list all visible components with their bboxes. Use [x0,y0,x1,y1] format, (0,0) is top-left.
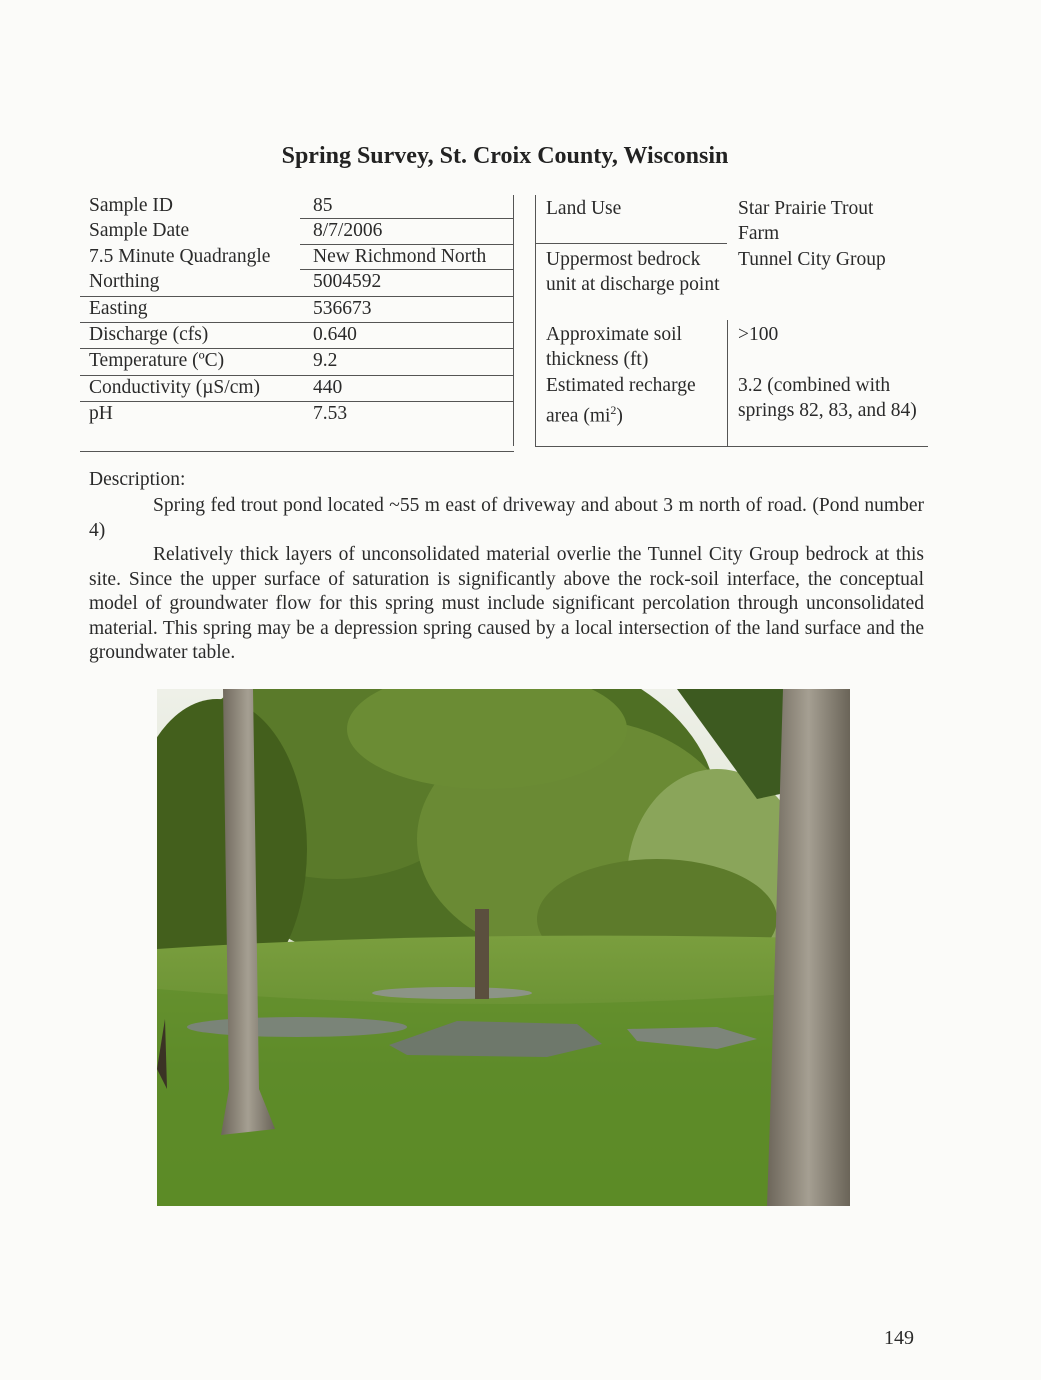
recharge-label-text: Estimated recharge area (mi [546,375,696,427]
table-row [80,402,514,452]
recharge-label-close: ) [616,405,623,427]
bedrock-label: Uppermost bedrock unit at discharge point [546,249,720,295]
soil-thickness-value: >100 [738,324,779,345]
land-use-label: Land Use [546,198,622,219]
row-value: 536673 [313,297,372,319]
row-value: 0.640 [313,323,357,345]
spring-site-photo [157,689,850,1206]
table-divider [727,320,728,446]
row-label: pH [89,403,113,425]
row-value: 5004592 [313,271,382,293]
row-value: 9.2 [313,350,338,372]
row-label: Northing [89,271,160,293]
table-divider [535,195,536,446]
table-row [80,376,514,402]
table-row [80,194,514,219]
row-label: Sample Date [89,220,190,242]
row-label: Temperature (ºC) [89,350,225,372]
row-label: Conductivity (µS/cm) [89,376,261,398]
row-value: 8/7/2006 [313,220,383,242]
row-label: Discharge (cfs) [89,323,209,345]
table-row [80,349,514,375]
recharge-label [546,373,724,429]
table-row [80,270,514,296]
recharge-value: 3.2 (combined with springs 82, 83, and 84) [738,375,917,421]
description-paragraph: Spring fed trout pond located ~55 m east of driveway and about 3 m north of road. (Pond number 4) [89,495,924,541]
row-value: 85 [313,195,333,216]
bedrock-value: Tunnel City Group [738,249,886,270]
table-divider [513,195,514,446]
page-title: Spring Survey, St. Croix County, Wisconsin [281,143,729,169]
row-label: Easting [89,297,148,319]
row-value: 7.53 [313,403,348,425]
row-label: 7.5 Minute Quadrangle [89,245,271,267]
description-paragraph: Relatively thick layers of unconsolidated material overlie the Tunnel City Group bedrock at this site. Since the upper surface of saturation is significantly above the rock-soil interface, the conceptual model of groundwater flow for this spring must include significant percolation through unconsolidated material. This spring may be a depression spring caused by a local intersection of the land surface and the groundwater table. [89,544,924,663]
table-divider [535,243,727,244]
table-row [80,219,514,244]
table-row [80,245,514,270]
row-value: 440 [313,376,343,398]
table-row [80,323,514,349]
row-label: Sample ID [89,195,173,216]
recharge-label-superscript: 2 [610,403,617,417]
table-row [80,297,514,323]
soil-thickness-label: Approximate soil thickness (ft) [546,324,682,370]
spring-attributes-table [80,194,514,452]
row-value: New Richmond North [313,245,487,267]
table-divider [535,446,928,447]
description-body [89,494,924,666]
page-number: 149 [884,1327,914,1349]
description-label: Description: [89,469,186,490]
land-use-value: Star Prairie Trout Farm [738,198,874,244]
